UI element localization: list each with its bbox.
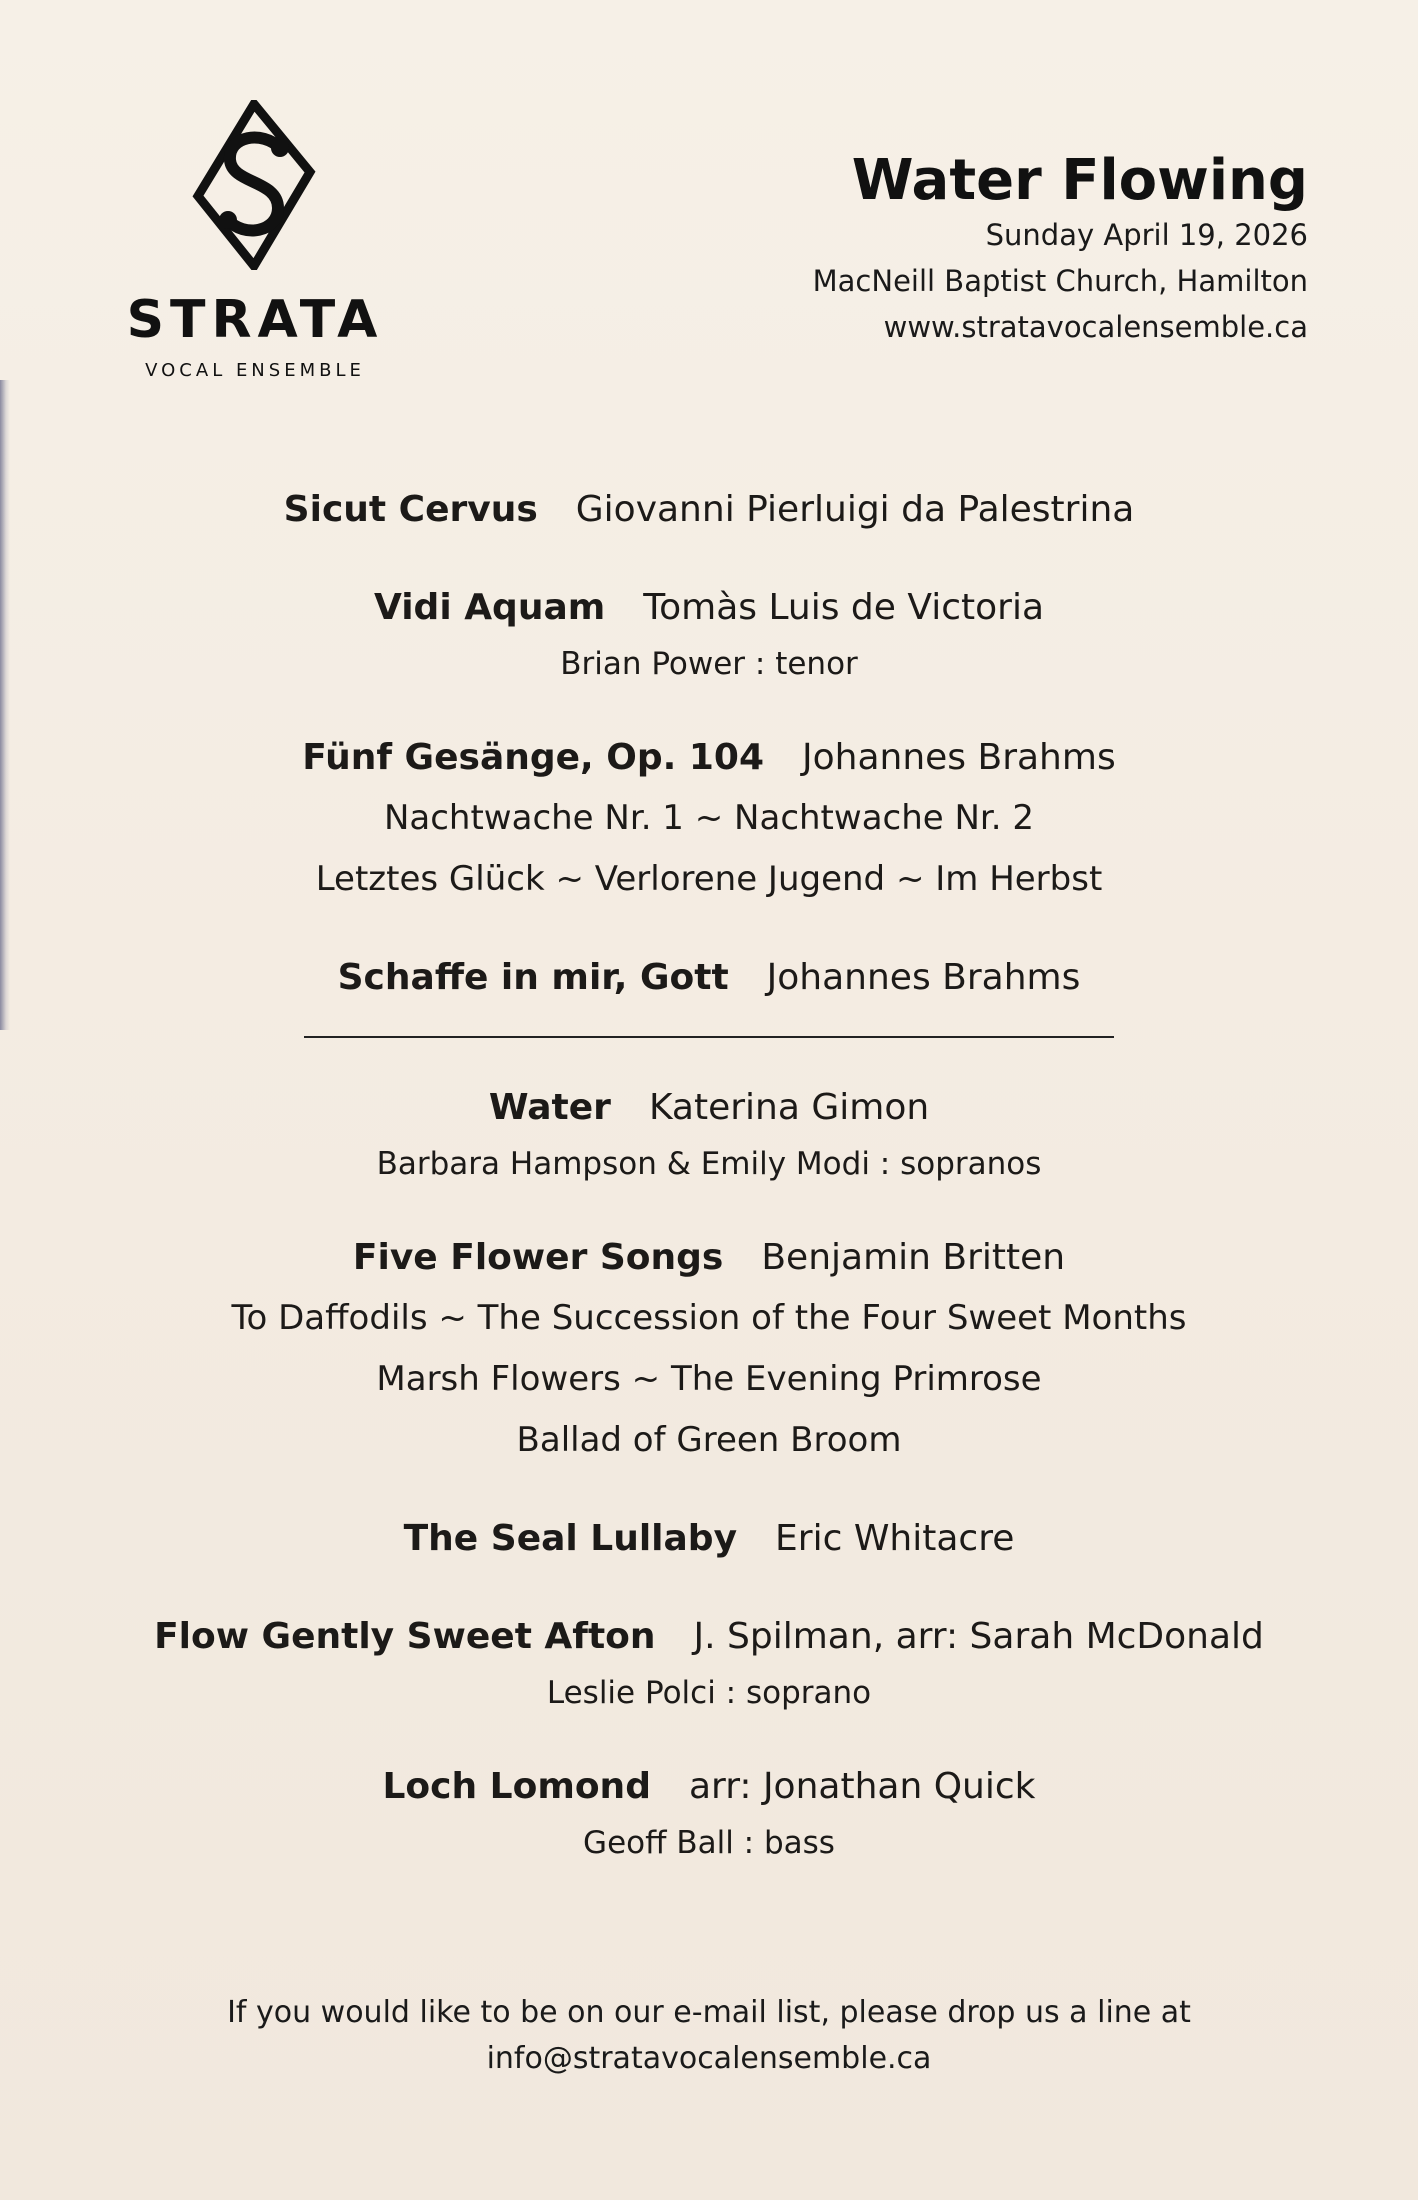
- movement-line: Letztes Glück ~ Verlorene Jugend ~ Im Herbst: [315, 859, 1103, 899]
- program-item: [0, 1757, 1418, 1869]
- event-venue: MacNeill Baptist Church, Hamilton: [812, 263, 1308, 298]
- program-item: [0, 1078, 1418, 1190]
- program-item: [0, 948, 1418, 1008]
- program-item: [0, 1607, 1418, 1719]
- work-title: Flow Gently Sweet Afton: [154, 1616, 656, 1657]
- ensemble-subtitle: VOCAL ENSEMBLE: [145, 360, 365, 381]
- performer: Brian Power : tenor: [560, 646, 858, 682]
- composer: arr: Jonathan Quick: [688, 1766, 1036, 1807]
- program-item: [0, 728, 1418, 910]
- performer: Barbara Hampson & Emily Modi : sopranos: [376, 1146, 1042, 1182]
- ensemble-name: STRATA: [126, 290, 384, 350]
- program-list: [0, 480, 1418, 1869]
- composer: Tomàs Luis de Victoria: [643, 587, 1045, 628]
- composer: Johannes Brahms: [802, 737, 1116, 778]
- movement-line: Marsh Flowers ~ The Evening Primrose: [376, 1359, 1042, 1399]
- composer: Johannes Brahms: [766, 957, 1081, 998]
- composer: J. Spilman, arr: Sarah McDonald: [693, 1616, 1264, 1657]
- work-title: The Seal Lullaby: [403, 1518, 738, 1559]
- strata-s-diamond-icon: [192, 100, 316, 270]
- work-title: Loch Lomond: [382, 1766, 651, 1807]
- movement-line: Nachtwache Nr. 1 ~ Nachtwache Nr. 2: [383, 798, 1035, 838]
- movement-line: To Daffodils ~ The Succession of the Four Sweet Months: [231, 1298, 1187, 1338]
- footer-note: [0, 1990, 1418, 2082]
- composer: Katerina Gimon: [648, 1087, 930, 1128]
- program-item: [0, 1509, 1418, 1569]
- work-title: Sicut Cervus: [283, 489, 538, 530]
- event-header: [608, 150, 1308, 350]
- mailing-list-text: If you would like to be on our e-mail list, please drop us a line at: [227, 1995, 1191, 2030]
- work-title: Fünf Gesänge, Op. 104: [302, 737, 764, 778]
- composer: Giovanni Pierluigi da Palestrina: [575, 489, 1135, 530]
- composer: Benjamin Britten: [761, 1237, 1066, 1278]
- performer: Geoff Ball : bass: [583, 1825, 835, 1861]
- event-title: Water Flowing: [851, 148, 1308, 213]
- contact-email: info@stratavocalensemble.ca: [486, 2041, 932, 2076]
- intermission-divider: [304, 1036, 1114, 1038]
- work-title: Five Flower Songs: [352, 1237, 724, 1278]
- program-item: [0, 480, 1418, 540]
- movement-line: Ballad of Green Broom: [516, 1420, 902, 1460]
- event-website: www.stratavocalensemble.ca: [883, 309, 1308, 344]
- work-title: Schaffe in mir, Gott: [337, 957, 729, 998]
- program-item: [0, 1228, 1418, 1471]
- program-item: [0, 578, 1418, 690]
- event-date: Sunday April 19, 2026: [985, 217, 1308, 252]
- composer: Eric Whitacre: [775, 1518, 1015, 1559]
- work-title: Water: [488, 1087, 611, 1128]
- performer: Leslie Polci : soprano: [546, 1675, 872, 1711]
- work-title: Vidi Aquam: [373, 587, 606, 628]
